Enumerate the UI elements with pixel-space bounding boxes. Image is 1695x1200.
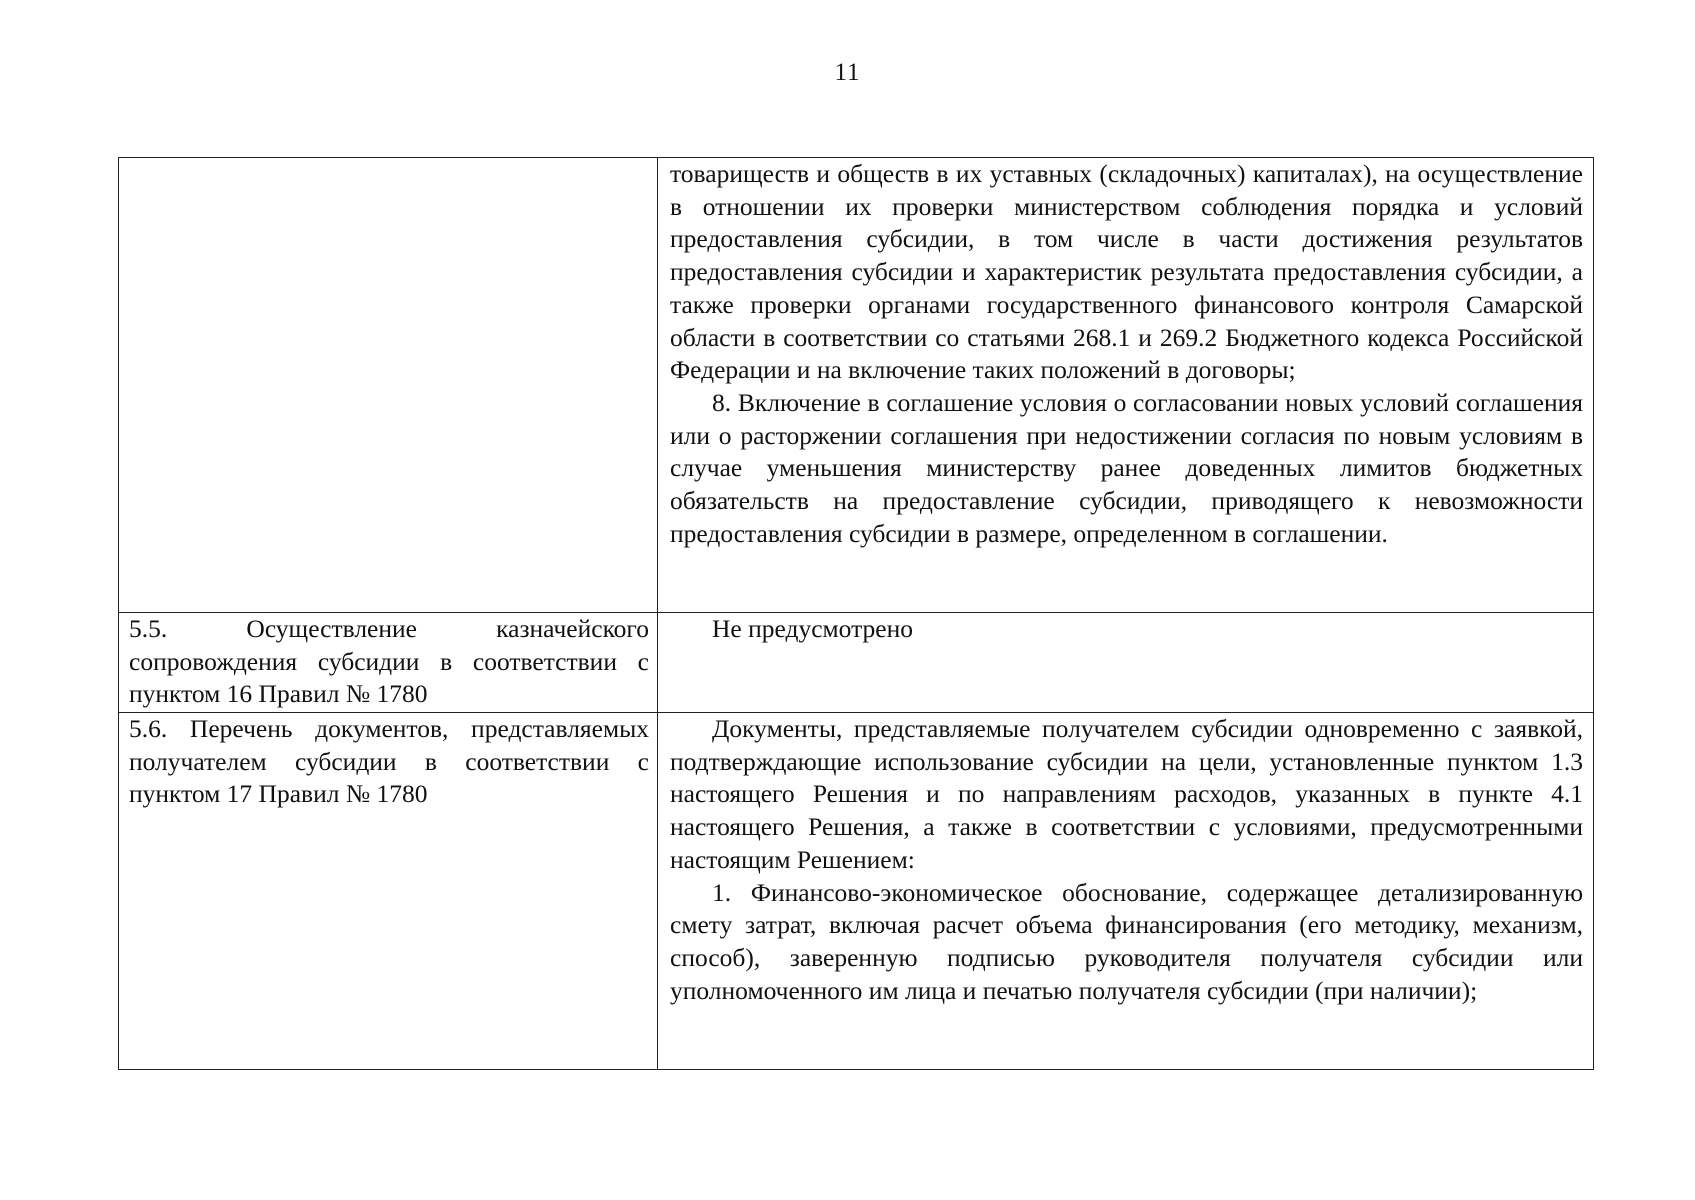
- table-cell-label: [119, 158, 658, 613]
- table-row: [119, 613, 1594, 713]
- page-number: 11: [834, 59, 861, 86]
- table-cell-content: [658, 613, 1594, 713]
- table-cell-label: 5.6. Перечень документов, представляемых получателем субсидии в соответствии с пунктом 17 Правил № 1780: [119, 713, 658, 1070]
- table-cell-content: [658, 158, 1594, 613]
- table-row: [119, 158, 1594, 613]
- table-cell-content: [658, 713, 1594, 1070]
- paragraph: товариществ и обществ в их уставных (складочных) капиталах), на осуществление в отношении их проверки министерством соблюдения порядка и условий предоставления субсидии, в том числе в части достижения результатов предоставления субсидии и характеристик результата предоставления субсидии, а также проверки органами государственного финансового контроля Самарской области в соответствии со статьями 268.1 и 269.2 Бюджетного кодекса Российской Федерации и на включение таких положений в договоры;: [670, 159, 1583, 385]
- requirements-table: [118, 157, 1594, 1070]
- paragraph: Документы, представляемые получателем субсидии одновременно с заявкой, подтверждающие использование субсидии на цели, установленные пунктом 1.3 настоящего Решения и по направлениям расходов, указанных в пункте 4.1 настоящего Решения, а также в соответствии с условиями, предусмотренными настоящим Решением:: [670, 714, 1583, 874]
- paragraph: Не предусмотрено: [712, 614, 913, 643]
- paragraph: 1. Финансово-экономическое обоснование, содержащее детализированную смету затрат, включая расчет объема финансирования (его методику, механизм, способ), заверенную подписью руководителя получателя субсидии или уполномоченного им лица и печатью получателя субсидии (при наличии);: [670, 877, 1583, 1005]
- table-row: [119, 713, 1594, 1070]
- table-cell-label: 5.5. Осуществление казначейского сопровождения субсидии в соответствии с пунктом 16 Правил № 1780: [119, 613, 658, 713]
- paragraph: 8. Включение в соглашение условия о согласовании новых условий соглашения или о расторжении соглашения при недостижении согласия по новым условиям в случае уменьшения министерству ранее доведенных лимитов бюджетных обязательств на предоставление субсидии, приводящего к невозможности предоставления субсидии в размере, определенном в соглашении.: [670, 387, 1583, 548]
